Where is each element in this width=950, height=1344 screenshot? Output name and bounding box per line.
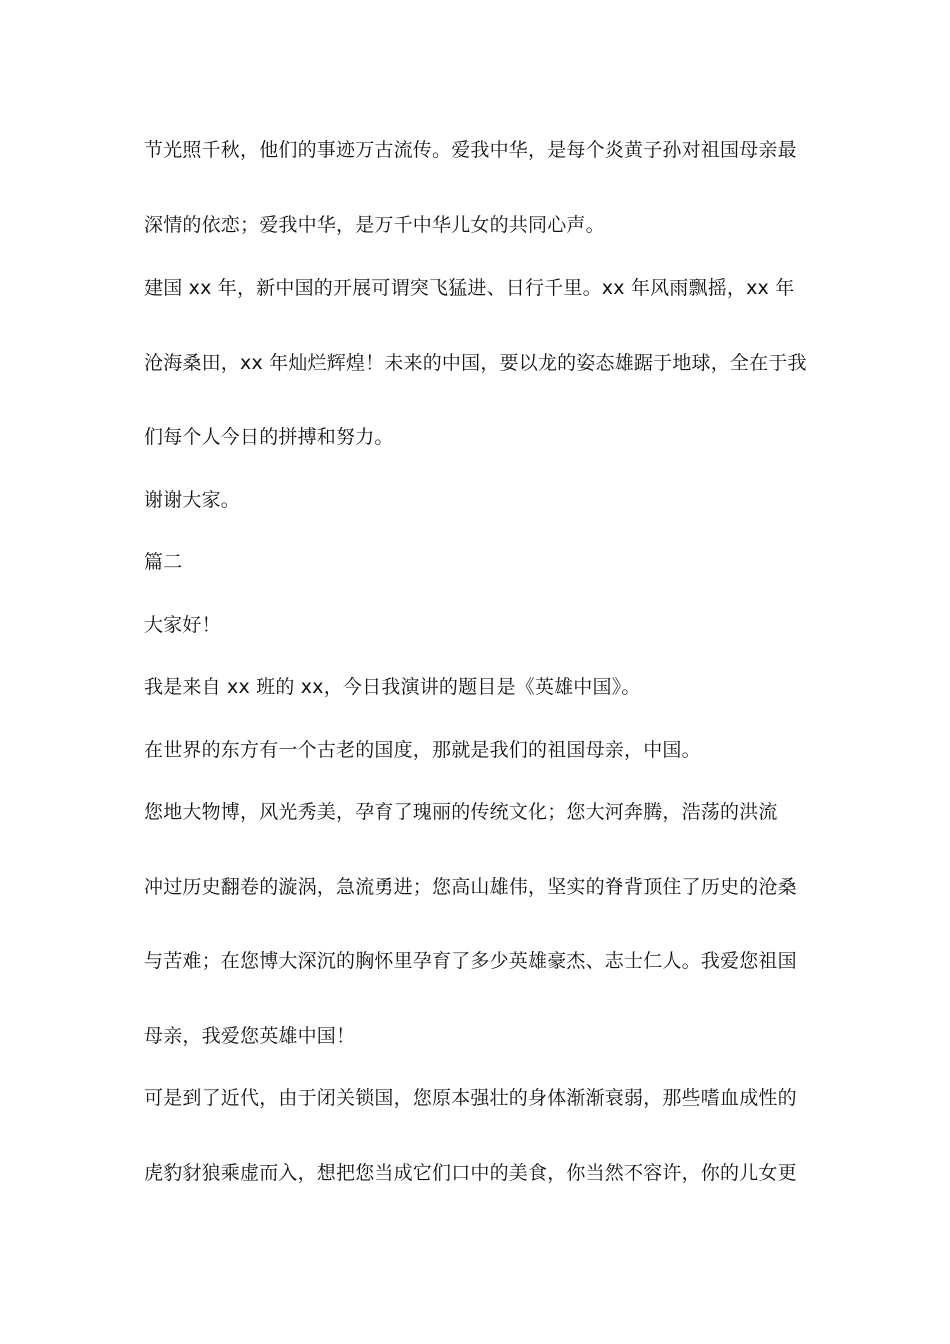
paragraph-line: 沧海桑田，xx 年灿烂辉煌！未来的中国，要以龙的姿态雄踞于地球，全在于我 bbox=[144, 352, 807, 374]
paragraph-line: 母亲，我爱您英雄中国！ bbox=[144, 1025, 356, 1047]
paragraph-line: 您地大物博，风光秀美，孕育了瑰丽的传统文化；您大河奔腾，浩荡的洪流 bbox=[144, 801, 778, 823]
paragraph-line: 与苦难；在您博大深沉的胸怀里孕育了多少英雄豪杰、志士仁人。我爱您祖国 bbox=[144, 950, 797, 972]
section-heading: 篇二 bbox=[144, 551, 183, 573]
paragraph-line: 冲过历史翻卷的漩涡，急流勇进；您高山雄伟，坚实的脊背顶住了历史的沧桑 bbox=[144, 876, 797, 898]
paragraph-line: 们每个人今日的拼搏和努力。 bbox=[144, 426, 394, 448]
paragraph-line: 深情的依恋；爱我中华，是万千中华儿女的共同心声。 bbox=[144, 214, 605, 236]
paragraph-line: 在世界的东方有一个古老的国度，那就是我们的祖国母亲，中国。 bbox=[144, 739, 701, 761]
paragraph-line: 节光照千秋，他们的事迹万古流传。爱我中华，是每个炎黄子孙对祖国母亲最 bbox=[144, 139, 797, 161]
paragraph-line: 谢谢大家。 bbox=[144, 489, 241, 511]
paragraph-line: 可是到了近代，由于闭关锁国，您原本强壮的身体渐渐衰弱，那些嗜血成性的 bbox=[144, 1087, 797, 1109]
paragraph-line: 我是来自 xx 班的 xx，今日我演讲的题目是《英雄中国》。 bbox=[144, 676, 641, 698]
paragraph-line: 虎豹豺狼乘虚而入，想把您当成它们口中的美食，你当然不容许，你的儿女更 bbox=[144, 1162, 797, 1184]
paragraph-line: 大家好！ bbox=[144, 614, 221, 636]
paragraph-line: 建国 xx 年，新中国的开展可谓突飞猛进、日行千里。xx 年风雨飘摇，xx 年 bbox=[144, 277, 795, 299]
